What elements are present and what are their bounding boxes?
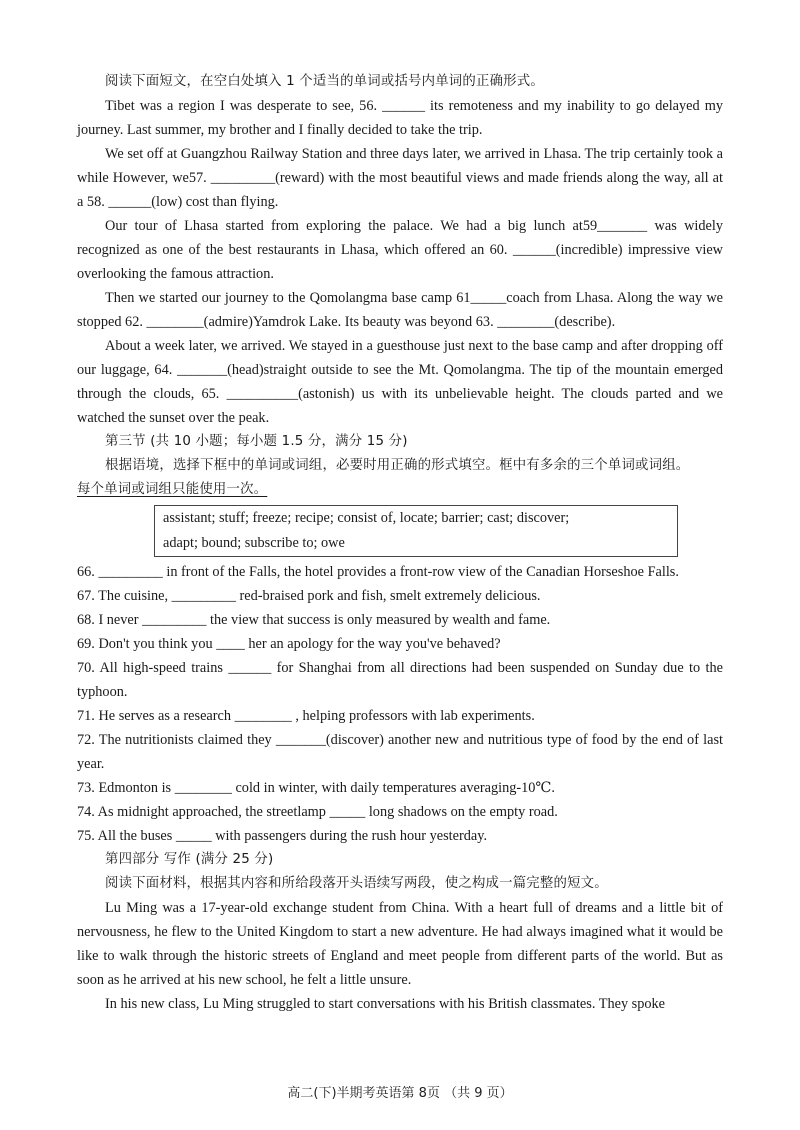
part4-heading: 第四部分 写作 (满分 25 分) (105, 852, 274, 867)
section3-heading: 第三节 (共 10 小题；每小题 1.5 分，满分 15 分) (105, 434, 408, 449)
passage-paragraph-1: Tibet was a region I was desperate to see, 56. ______ its remoteness and my inability to go delayed my journey. Last summer, my brother and I finally decided to take the trip. (77, 98, 723, 138)
passage-paragraph-4: Then we started our journey to the Qomolangma base camp 61_____coach from Lhasa. Along the way we stopped 62. ________(admire)Yamdrok Lake. Its beauty was beyond 63. ________(describe). (77, 290, 723, 330)
question-75: 75. All the buses _____ with passengers during the rush hour yesterday. (77, 828, 488, 844)
page-content (77, 70, 723, 1016)
passage-paragraph-5: About a week later, we arrived. We stayed in a guesthouse just next to the base camp and after dropping off our luggage, 64. _______(head)straight outside to see the Mt. Qomolangma. The tip of the mountain emerged through the clouds, 65. __________(astonish) us with its unbelievable height. The clouds parted and we watched the sunset over the peak. (77, 338, 723, 426)
word-box-line-2: adapt; bound; subscribe to; owe (163, 535, 345, 551)
word-box-line-1: assistant; stuff; freeze; recipe; consist of, locate; barrier; cast; discover; (163, 510, 570, 526)
question-73: 73. Edmonton is ________ cold in winter, with daily temperatures averaging-10℃. (77, 780, 555, 796)
question-72: 72. The nutritionists claimed they _______(discover) another new and nutritious type of food by the end of last year. (77, 732, 723, 772)
section3-instruction-note: 每个单词或词组只能使用一次。 (77, 482, 268, 497)
question-67: 67. The cuisine, _________ red-braised pork and fish, smelt extremely delicious. (77, 588, 541, 604)
question-66: 66. _________ in front of the Falls, the hotel provides a front-row view of the Canadian Horseshoe Falls. (77, 564, 679, 580)
question-69: 69. Don't you think you ____ her an apology for the way you've behaved? (77, 636, 501, 652)
question-71: 71. He serves as a research ________ , helping professors with lab experiments. (77, 708, 535, 724)
passage-paragraph-2: We set off at Guangzhou Railway Station and three days later, we arrived in Lhasa. The trip certainly took a while However, we57. _________(reward) with the most beautiful views and made friends along the way, all at a 58. ______(low) cost than flying. (77, 146, 723, 210)
page-footer: 高二(下)半期考英语第 8页 （共 9 页） (287, 1086, 513, 1101)
section2-instruction: 阅读下面短文，在空白处填入 1 个适当的单词或括号内单词的正确形式。 (105, 74, 544, 89)
question-68: 68. I never _________ the view that success is only measured by wealth and fame. (77, 612, 551, 628)
passage-paragraph-3: Our tour of Lhasa started from exploring the palace. We had a big lunch at59_______ was widely recognized as one of the best restaurants in Lhasa, which offered an 60. ______(incredible) impressive view overlooking the famous attraction. (77, 218, 723, 282)
part4-instruction: 阅读下面材料，根据其内容和所给段落开头语续写两段，使之构成一篇完整的短文。 (105, 876, 608, 891)
section3-instruction: 根据语境，选择下框中的单词或词组，必要时用正确的形式填空。框中有多余的三个单词或词组。 (105, 458, 690, 473)
writing-paragraph-2: In his new class, Lu Ming struggled to start conversations with his British classmates. They spoke (105, 996, 666, 1012)
question-70: 70. All high-speed trains ______ for Shanghai from all directions had been suspended on Sunday due to the typhoon. (77, 660, 723, 700)
word-box (154, 505, 678, 557)
question-74: 74. As midnight approached, the streetlamp _____ long shadows on the empty road. (77, 804, 558, 820)
writing-paragraph-1: Lu Ming was a 17-year-old exchange student from China. With a heart full of dreams and a little bit of nervousness, he flew to the United Kingdom to start a new adventure. He had always imagined what it would be like to walk through the historic streets of England and meet people from different parts of the world. But as soon as he arrived at his new school, he felt a little unsure. (77, 900, 723, 988)
